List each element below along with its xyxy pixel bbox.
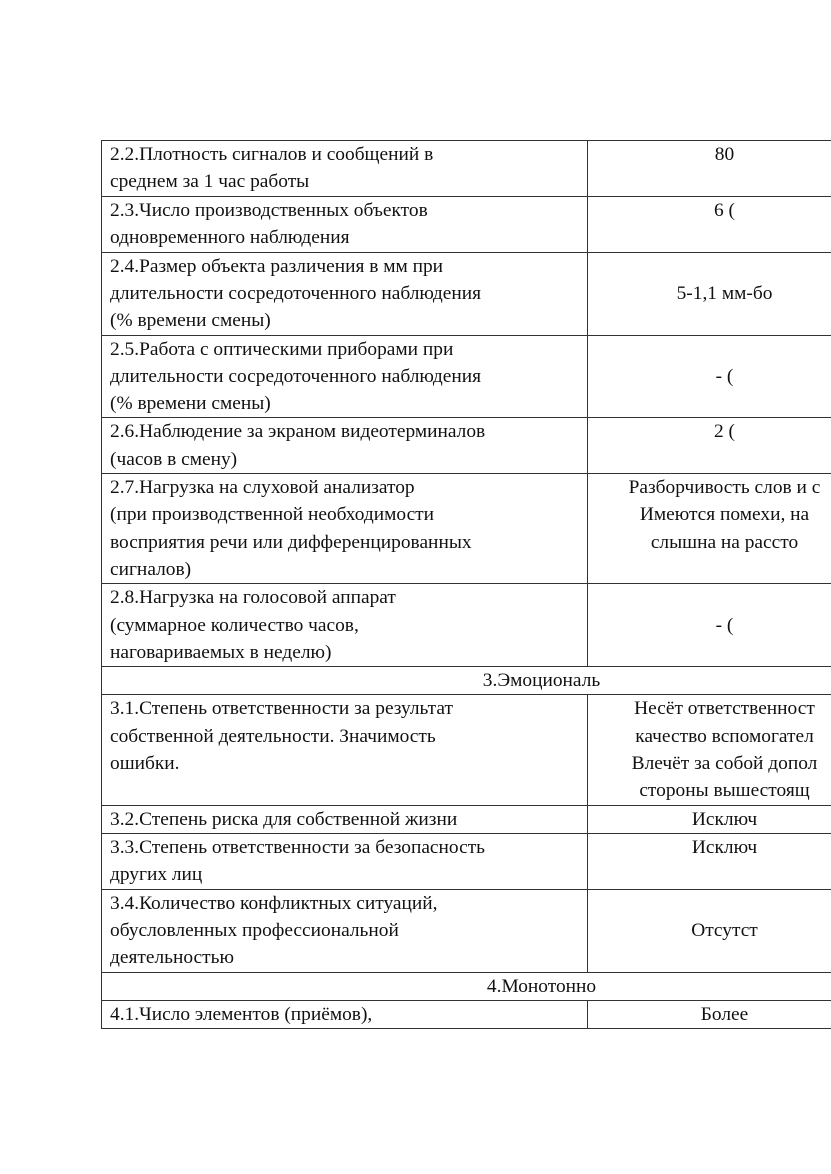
value-cell: 5-1,1 мм-бо [588,252,831,335]
table-row [102,474,831,584]
value-cell: 80 [588,141,831,197]
table-row [102,889,831,972]
criterion-cell: 2.4.Размер объекта различения в мм при длительности сосредоточенного наблюдения (% времени смены) [102,252,588,335]
value-cell: Разборчивость слов и с Имеются помехи, на слышна на рассто [588,474,831,584]
table-row [102,141,831,197]
criterion-cell: 2.2.Плотность сигналов и сообщений в среднем за 1 час работы [102,141,588,197]
criterion-cell: 3.3.Степень ответственности за безопасность других лиц [102,833,588,889]
value-cell: Более [588,1000,831,1028]
criterion-cell: 2.7.Нагрузка на слуховой анализатор (при производственной необходимости восприятия речи или дифференцированных сигналов) [102,474,588,584]
criterion-cell: 2.6.Наблюдение за экраном видеотерминалов (часов в смену) [102,418,588,474]
document-table [101,140,831,1029]
value-cell: 2 ( [588,418,831,474]
table-row [102,805,831,833]
table-row [102,335,831,418]
criterion-cell: 3.2.Степень риска для собственной жизни [102,805,588,833]
table-row [102,695,831,805]
criterion-cell: 3.1.Степень ответственности за результат собственной деятельности. Значимость ошибки. [102,695,588,805]
criterion-cell: 4.1.Число элементов (приёмов), [102,1000,588,1028]
value-cell: Отсутст [588,889,831,972]
criterion-cell: 2.3.Число производственных объектов одновременного наблюдения [102,196,588,252]
value-cell: Несёт ответственност качество вспомогател Влечёт за собой допол стороны вышестоящ [588,695,831,805]
table-row [102,418,831,474]
section-row [102,667,831,695]
table-row [102,1000,831,1028]
value-cell: Исключ [588,805,831,833]
value-cell: 6 ( [588,196,831,252]
table-row [102,584,831,667]
section-row [102,972,831,1000]
section-heading: 4.Монотонно [486,975,597,997]
criterion-cell: 3.4.Количество конфликтных ситуаций, обусловленных профессиональной деятельностью [102,889,588,972]
table-row [102,833,831,889]
criterion-cell: 2.8.Нагрузка на голосовой аппарат (суммарное количество часов, наговариваемых в неделю) [102,584,588,667]
value-cell: - ( [588,584,831,667]
criterion-cell: 2.5.Работа с оптическими приборами при длительности сосредоточенного наблюдения (% времени смены) [102,335,588,418]
value-cell: Исключ [588,833,831,889]
table-row [102,196,831,252]
value-cell: - ( [588,335,831,418]
section-heading: 3.Эмоциональ [482,670,601,692]
table-row [102,252,831,335]
